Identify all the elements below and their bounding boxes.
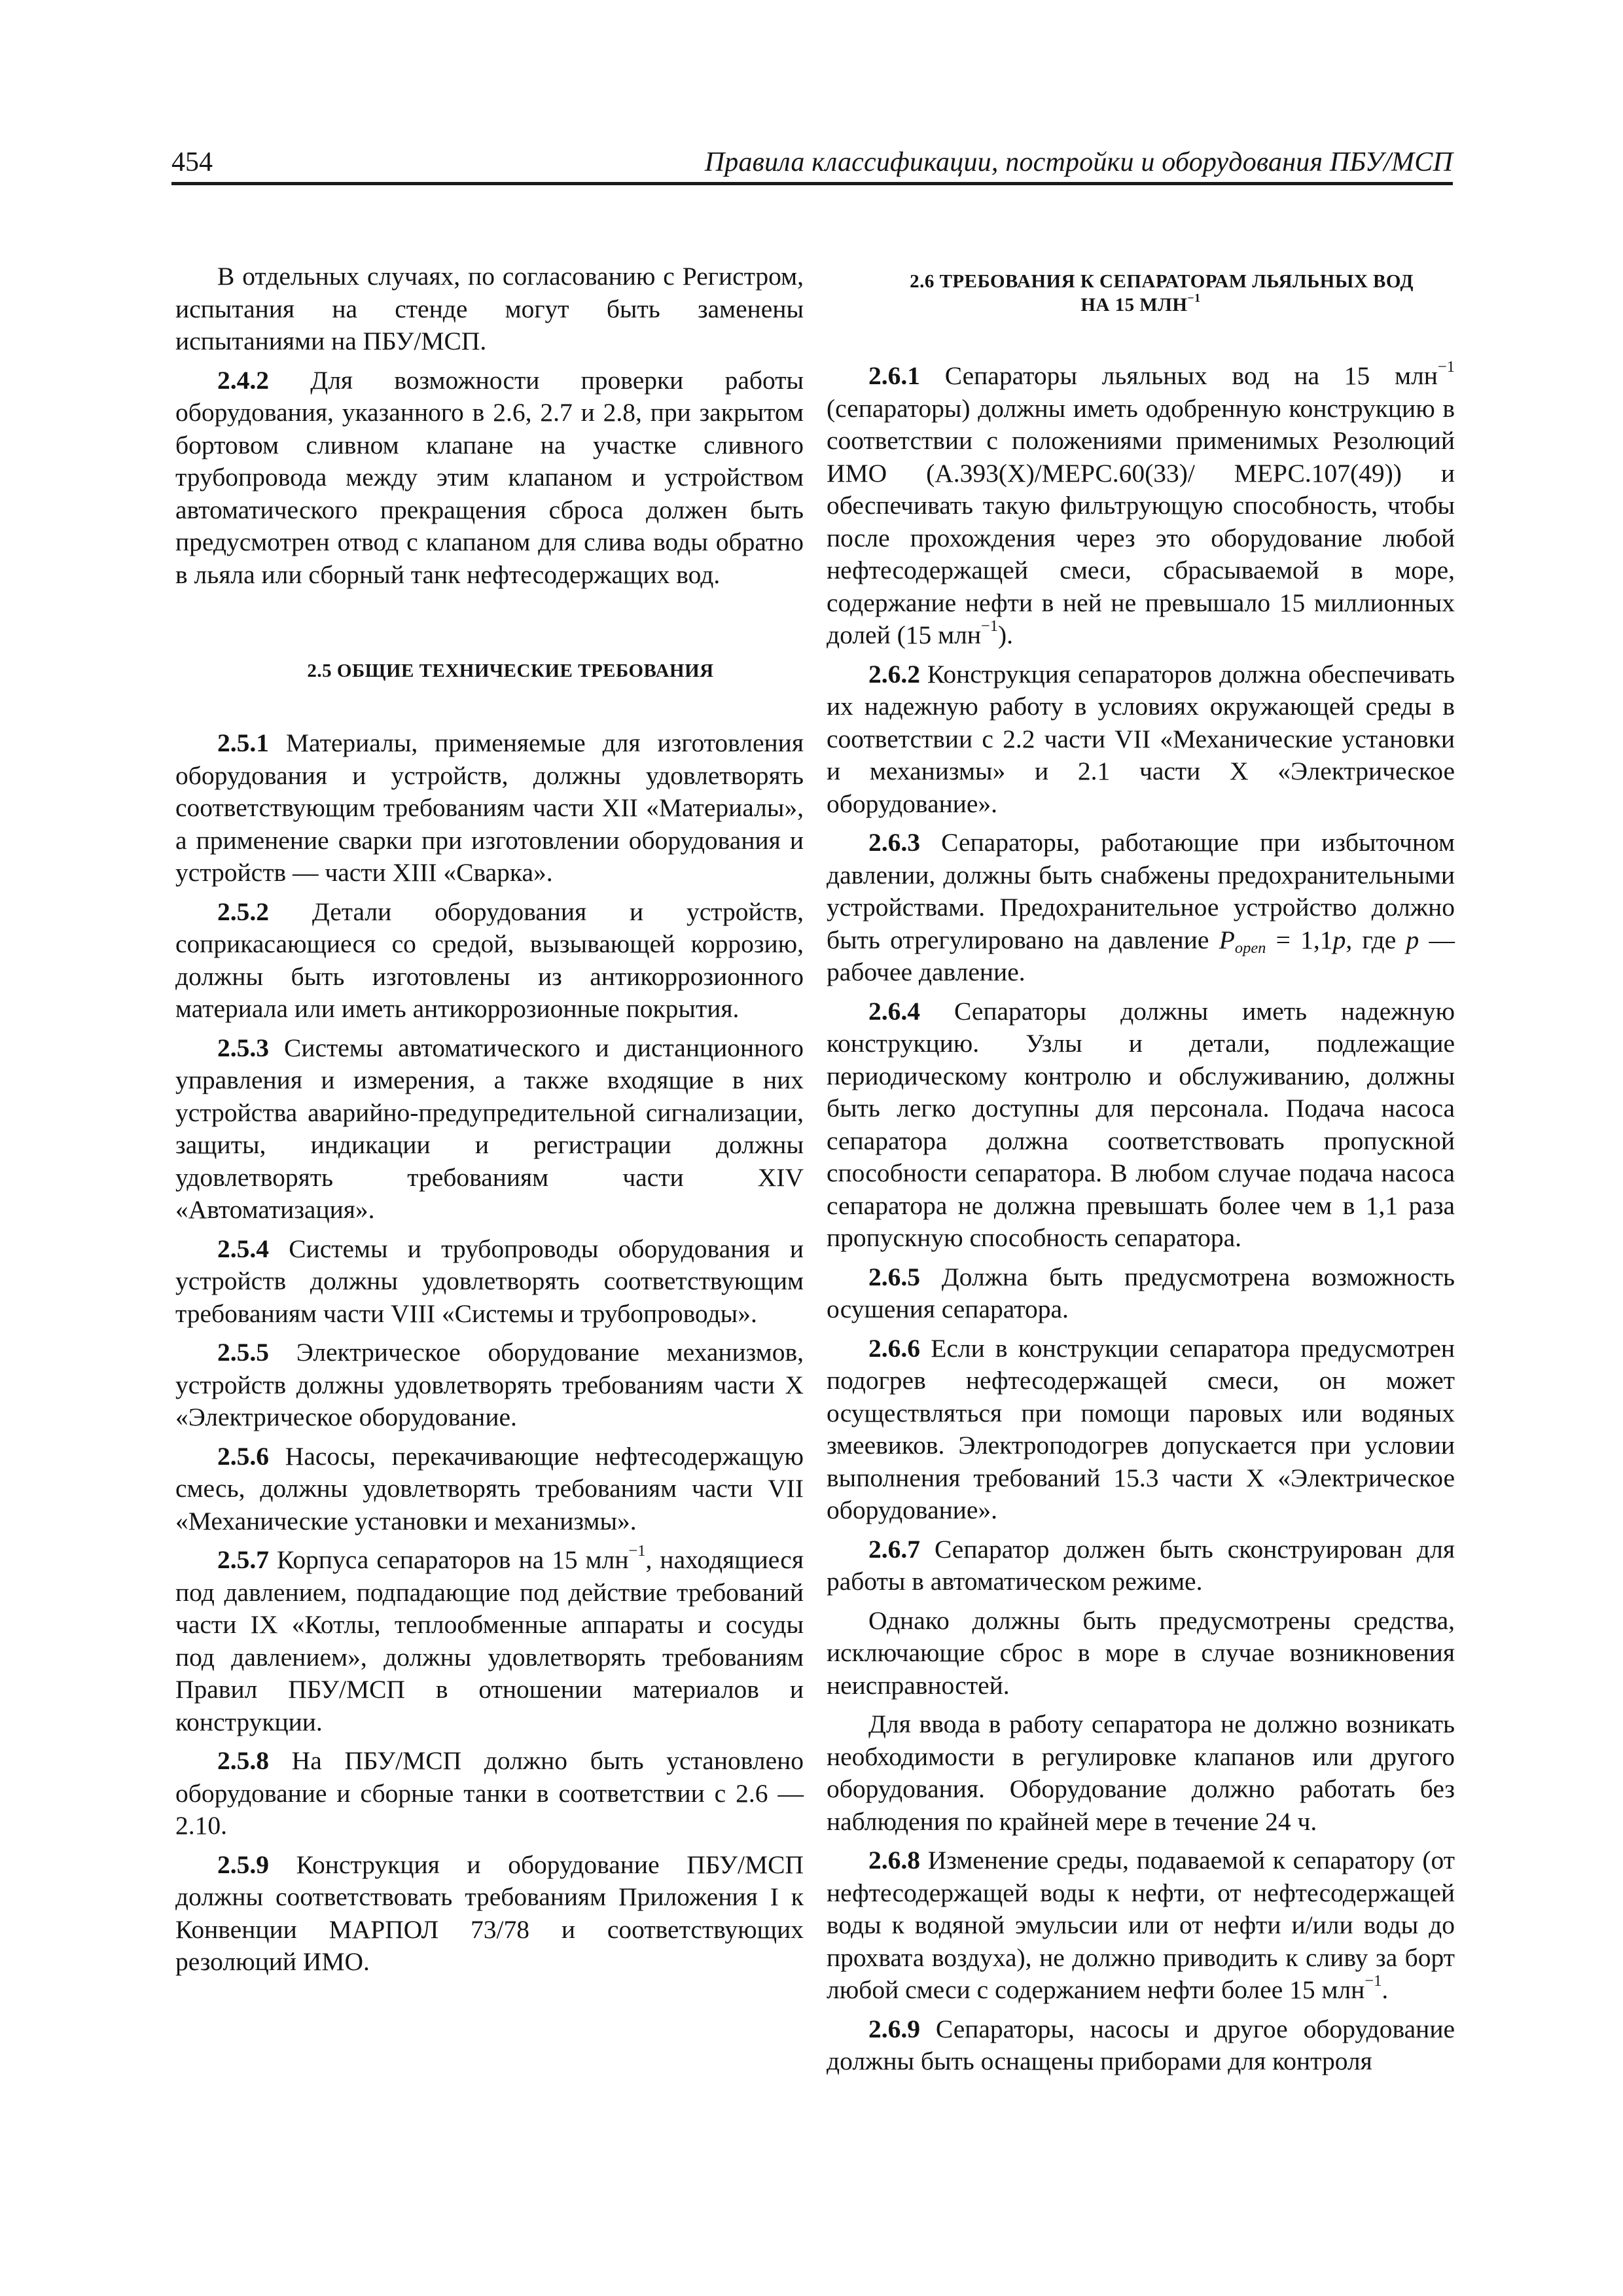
left-column bbox=[175, 260, 804, 1985]
right-column bbox=[827, 260, 1455, 2085]
paragraph-text: Для возможности проверки работы оборудования, указанного в 2.6, 2.7 и 2.8, при закрытом бортовом сливном клапане на участке сливного трубопровода между этим клапаном и устройством автоматического прекращения сброса должен быть предусмотрен отвод с клапаном для слива воды обратно в льяла или сборный танк нефтесодержащих вод. bbox=[175, 365, 804, 589]
paragraph-2-6-6 bbox=[827, 1333, 1455, 1527]
page-number: 454 bbox=[171, 147, 213, 177]
paragraph-2-5-8 bbox=[175, 1745, 804, 1842]
paragraph-2-4-2 bbox=[175, 365, 804, 592]
paragraph-number: 2.5.1 bbox=[217, 728, 269, 757]
paragraph-text: Корпуса сепараторов на 15 млн bbox=[269, 1545, 629, 1574]
paragraph-number: 2.4.2 bbox=[217, 365, 269, 395]
paragraph-text: ). bbox=[998, 620, 1014, 649]
paragraph-text: Если в конструкции сепаратора предусмотрен подогрев нефтесодержащей смеси, он может осуществляться при помощи паровых или водяных змеевиков. Электроподогрев допускается при условии выполнения требований 15.3 части X «Электрическое оборудование». bbox=[827, 1333, 1455, 1524]
heading-line: 2.6 ТРЕБОВАНИЯ К СЕПАРАТОРАМ ЛЬЯЛЬНЫХ ВОД bbox=[910, 271, 1414, 292]
paragraph-text: Должна быть предусмотрена возможность осушения сепаратора. bbox=[827, 1262, 1455, 1323]
paragraph-text: Насосы, перекачивающие нефтесодержащую смесь, должны удовлетворять требованиям части VII «Механические установки и механизмы». bbox=[175, 1441, 804, 1535]
paragraph-2-5-9 bbox=[175, 1849, 804, 1979]
paragraph-2-6-8 bbox=[827, 1844, 1455, 2007]
superscript: −1 bbox=[980, 617, 999, 635]
paragraph-number: 2.6.7 bbox=[868, 1534, 920, 1564]
section-heading-2-6 bbox=[827, 270, 1455, 317]
formula-symbol: p bbox=[1332, 925, 1346, 954]
paragraph-text: Конструкция сепараторов должна обеспечивать их надежную работу в условиях окружающей среды в соответствии с 2.2 части VII «Механические установки и механизмы» и 2.1 части X «Электрическое оборудование». bbox=[827, 659, 1455, 818]
paragraph-number: 2.6.8 bbox=[868, 1846, 920, 1874]
paragraph-text: Электрическое оборудование механизмов, устройств должны удовлетворять требованиям части X «Электрическое оборудование. bbox=[175, 1338, 804, 1431]
paragraph-2-6-5 bbox=[827, 1261, 1455, 1326]
subscript: open bbox=[1234, 939, 1266, 957]
superscript: −1 bbox=[1187, 291, 1201, 304]
superscript: −1 bbox=[1364, 1971, 1382, 1990]
paragraph-text: Системы автоматического и дистанционного управления и измерения, а также входящие в них устройства аварийно-предупредительной сигнализации, защиты, индикации и регистрации должны удовлетворять требованиям части XIV «Автоматизация». bbox=[175, 1033, 804, 1224]
paragraph-2-6-7 bbox=[827, 1534, 1455, 1598]
paragraph-number: 2.6.3 bbox=[868, 828, 920, 857]
paragraph-text: (сепараторы) должны иметь одобренную конструкцию в соответствии с положениями применимых Резолюций ИМО (А.393(Х)/МЕРС.60(33)/ МЕРС.107(49)) и обеспечивать такую фильтрующую способность, чтобы после прохождения через это оборудование любой нефтесодержащей смеси, сбрасываемой в море, содержание нефти в ней не превышало 15 миллионных долей (15 млн bbox=[827, 393, 1455, 649]
paragraph-text: На ПБУ/МСП должно быть установлено оборудование и сборные танки в соответствии с 2.6 — 2.10. bbox=[175, 1746, 804, 1840]
paragraph-2-5-5 bbox=[175, 1336, 804, 1434]
paragraph-2-5-1 bbox=[175, 727, 804, 889]
paragraph-text: Сепараторы льяльных вод на 15 млн bbox=[920, 361, 1438, 390]
paragraph-number: 2.6.5 bbox=[868, 1262, 920, 1291]
paragraph-text: Детали оборудования и устройств, соприкасающиеся со средой, вызывающей коррозию, должны быть изготовлены из антикоррозионного материала или иметь антикоррозионные покрытия. bbox=[175, 897, 804, 1023]
paragraph-text: . bbox=[1382, 1975, 1389, 2004]
superscript: −1 bbox=[1437, 357, 1455, 376]
paragraph-number: 2.5.7 bbox=[217, 1545, 269, 1574]
paragraph-2-6-7-b: Однако должны быть предусмотрены средства, исключающие сброс в море в случае возникновения неисправностей. bbox=[827, 1605, 1455, 1700]
formula-symbol: p bbox=[1406, 925, 1419, 954]
paragraph-2-6-7-c: Для ввода в работу сепаратора не должно возникать необходимости в регулировке клапанов или другого оборудования. Оборудование должно работать без наблюдения по крайней мере в течение 24 ч. bbox=[827, 1710, 1455, 1836]
paragraph-text: Сепаратор должен быть сконструирован для работы в автоматическом режиме. bbox=[827, 1534, 1455, 1596]
paragraph-text: Конструкция и оборудование ПБУ/МСП должны соответствовать требованиям Приложения I к Конвенции МАРПОЛ 73/78 и соответствующих резолюций ИМО. bbox=[175, 1850, 804, 1976]
superscript: −1 bbox=[628, 1541, 646, 1560]
paragraph-text: Изменение среды, подаваемой к сепаратору (от нефтесодержащей воды к нефти, от нефтесодержащей воды к водяной эмульсии или от нефти и/или воды до прохвата воздуха), не должно приводить к сливу за борт любой смеси с содержанием нефти более 15 млн bbox=[827, 1846, 1455, 2004]
paragraph-2-5-3 bbox=[175, 1032, 804, 1227]
paragraph-number: 2.5.5 bbox=[217, 1338, 269, 1367]
paragraph-text: — рабочее давление. bbox=[827, 925, 1455, 986]
formula-symbol: P bbox=[1219, 925, 1235, 954]
paragraph-number: 2.5.8 bbox=[217, 1746, 269, 1775]
paragraph-number: 2.5.3 bbox=[217, 1033, 269, 1062]
paragraph-2-6-9 bbox=[827, 2013, 1455, 2078]
paragraph-number: 2.5.9 bbox=[217, 1850, 269, 1879]
paragraph-number: 2.5.6 bbox=[217, 1441, 269, 1471]
paragraph-number: 2.6.1 bbox=[868, 361, 920, 390]
paragraph-text: Системы и трубопроводы оборудования и устройств должны удовлетворять соответствующим требованиям части VIII «Системы и трубопроводы». bbox=[175, 1234, 804, 1328]
heading-line: НА 15 МЛН bbox=[1080, 295, 1188, 315]
paragraph-text: , находящиеся под давлением, подпадающие под действие требований части IX «Котлы, теплообменные аппараты и сосуды под давлением», должны удовлетворять требованиям Правил ПБУ/МСП в отношении материалов и конструкции. bbox=[175, 1545, 804, 1736]
paragraph-text: Сепараторы, насосы и другое оборудование должны быть оснащены приборами для контроля bbox=[827, 2014, 1455, 2075]
running-title: Правила классификации, постройки и оборудования ПБУ/МСП bbox=[704, 147, 1453, 177]
section-heading-2-5: 2.5 ОБЩИЕ ТЕХНИЧЕСКИЕ ТРЕБОВАНИЯ bbox=[307, 660, 714, 681]
page-header bbox=[171, 139, 1453, 185]
paragraph-2-6-1 bbox=[827, 357, 1455, 652]
paragraph-intro: В отдельных случаях, по согласованию с Регистром, испытания на стенде могут быть заменены испытаниями на ПБУ/МСП. bbox=[175, 262, 804, 355]
paragraph-2-5-7 bbox=[175, 1541, 804, 1738]
paragraph-number: 2.5.2 bbox=[217, 897, 269, 926]
paragraph-text: = 1,1 bbox=[1266, 925, 1333, 954]
paragraph-2-6-2 bbox=[827, 658, 1455, 821]
paragraph-text: Сепараторы должны иметь надежную конструкцию. Узлы и детали, подлежащие периодическому контролю и обслуживанию, должны быть легко доступны для персонала. Подача насоса сепаратора должна соответствовать пропускной способности сепаратора. В любом случае подача насоса сепаратора не должна превышать более чем в 1,1 раза пропускную способность сепаратора. bbox=[827, 996, 1455, 1252]
paragraph-number: 2.6.9 bbox=[868, 2014, 920, 2043]
paragraph-text: , где bbox=[1346, 925, 1406, 954]
paragraph-2-5-2 bbox=[175, 896, 804, 1026]
paragraph-text: Материалы, применяемые для изготовления оборудования и устройств, должны удовлетворять соответствующим требованиям части XII «Материалы», а применение сварки при изготовлении оборудования и устройств — части XIII «Сварка». bbox=[175, 728, 804, 887]
paragraph-2-6-3 bbox=[827, 827, 1455, 989]
paragraph-2-5-4 bbox=[175, 1233, 804, 1331]
paragraph-number: 2.6.2 bbox=[868, 659, 920, 689]
paragraph-2-6-4 bbox=[827, 996, 1455, 1255]
paragraph-text: Сепараторы, работающие при избыточном давлении, должны быть снабжены предохранительными устройствами. Предохранительное устройство должно быть отрегулировано на давление bbox=[827, 828, 1455, 954]
paragraph-number: 2.5.4 bbox=[217, 1234, 269, 1263]
paragraph-2-5-6 bbox=[175, 1441, 804, 1538]
paragraph-number: 2.6.6 bbox=[868, 1333, 920, 1363]
paragraph-number: 2.6.4 bbox=[868, 996, 920, 1026]
